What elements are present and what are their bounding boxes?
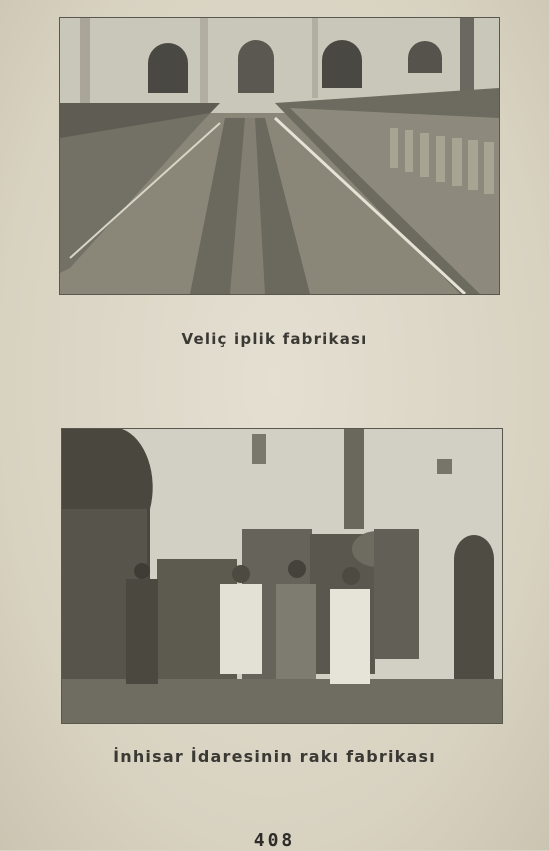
- figure-caption: İnhisar İdaresinin rakı fabrikası: [113, 747, 436, 766]
- figure-caption: Veliç iplik fabrikası: [181, 330, 368, 348]
- page-number: 408: [253, 830, 296, 851]
- spinning-mill-photo: [60, 18, 499, 294]
- raki-factory-photo: [62, 429, 502, 723]
